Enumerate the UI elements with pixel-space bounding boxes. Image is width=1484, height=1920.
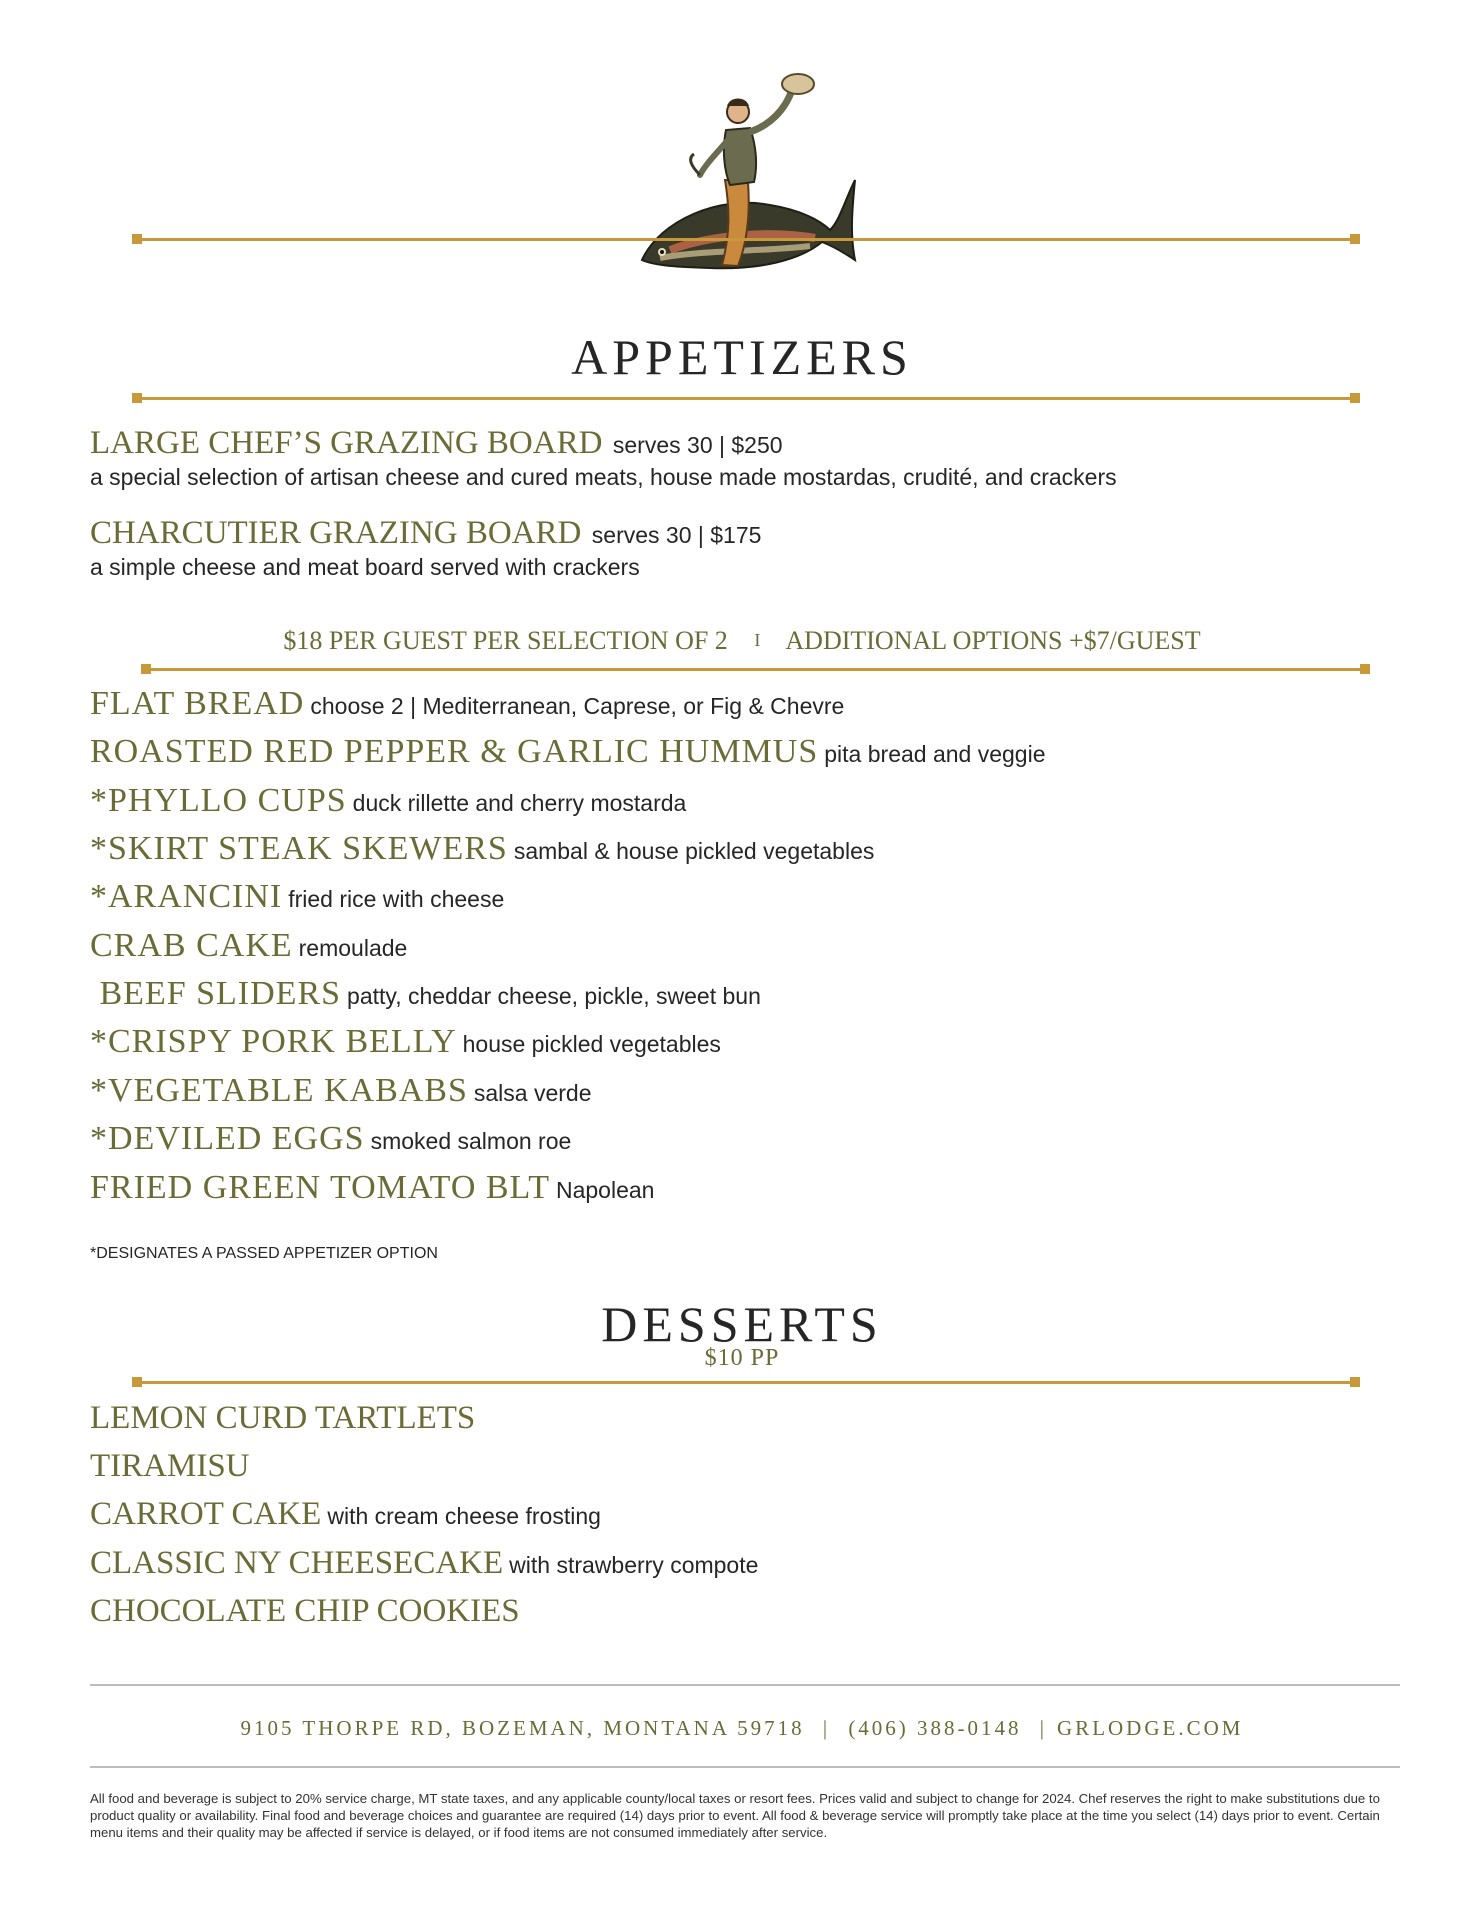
appetizer-description: fried rice with cheese <box>288 886 505 912</box>
dessert-description: with cream cheese frosting <box>327 1503 601 1529</box>
footer-disclaimer: All food and beverage is subject to 20% service charge, MT state taxes, and any applicable county/local taxes or resort fees. Prices valid and subject to change for 2024. Chef reserves the right to make substitutions due to product quality or availability. Final food and beverage choices and guarantee are required (14) days prior to event. All food & beverage service will promptly take place at the time you select (14) days prior to event. Certain menu items and their quality may be affected if service is delayed, or if food items are not consumed immediately after service. <box>90 1791 1380 1840</box>
footer-contact: 9105 THORPE RD, BOZEMAN, MONTANA 59718 | (406) 388-0148 | GRLODGE.COM <box>240 1716 1244 1740</box>
pricing-right: ADDITIONAL OPTIONS +$7/GUEST <box>785 626 1201 655</box>
desserts-divider <box>134 1381 1358 1384</box>
dessert-name: CHOCOLATE CHIP COOKIES <box>90 1593 520 1629</box>
appetizer-name: *SKIRT STEAK SKEWERS <box>90 830 508 867</box>
pricing-left: $18 PER GUEST PER SELECTION OF 2 <box>283 626 728 655</box>
dessert-name: CLASSIC NY CHEESECAKE <box>90 1545 504 1581</box>
footer-website[interactable]: GRLODGE.COM <box>1057 1716 1244 1740</box>
appetizer-name: *VEGETABLE KABABS <box>90 1072 468 1109</box>
appetizers-divider <box>134 397 1358 400</box>
desserts-title: DESSERTS <box>601 1296 883 1352</box>
appetizer-item <box>90 685 844 723</box>
passed-appetizer-note: *DESIGNATES A PASSED APPETIZER OPTION <box>90 1245 438 1262</box>
pricing-separator: I <box>754 630 761 650</box>
appetizer-description: sambal & house pickled vegetables <box>513 838 875 864</box>
dessert-name: TIRAMISU <box>90 1448 250 1484</box>
dessert-item <box>90 1496 601 1533</box>
appetizer-description: smoked salmon roe <box>370 1128 572 1154</box>
appetizer-name: FRIED GREEN TOMATO BLT <box>90 1169 550 1206</box>
footer-divider-top <box>90 1684 1400 1686</box>
appetizer-description: duck rillette and cherry mostarda <box>352 790 687 816</box>
board-description: a special selection of artisan cheese and cured meats, house made mostardas, crudité, and crackers <box>90 464 1117 490</box>
appetizer-description: house pickled vegetables <box>462 1031 721 1057</box>
top-divider <box>134 238 1358 241</box>
appetizer-name: CRAB CAKE <box>90 927 293 964</box>
appetizer-name: BEEF SLIDERS <box>90 975 342 1012</box>
appetizer-item <box>90 1023 721 1061</box>
appetizer-item <box>90 1169 654 1207</box>
appetizer-description: pita bread and veggie <box>824 741 1046 767</box>
appetizer-name: *DEVILED EGGS <box>90 1120 365 1157</box>
footer-divider-bottom <box>90 1766 1400 1768</box>
dessert-item <box>90 1545 758 1582</box>
appetizer-item <box>90 878 504 916</box>
appetizer-item <box>90 1072 592 1110</box>
appetizer-description: Napolean <box>555 1177 655 1203</box>
appetizer-name: *CRISPY PORK BELLY <box>90 1023 457 1060</box>
desserts-price: $10 PP <box>704 1345 780 1371</box>
appetizer-description: patty, cheddar cheese, pickle, sweet bun <box>347 983 761 1009</box>
appetizer-name: *PHYLLO CUPS <box>90 782 347 819</box>
dessert-item <box>90 1448 256 1485</box>
board-name: CHARCUTIER GRAZING BOARD <box>90 515 582 551</box>
appetizer-name: *ARANCINI <box>90 878 283 915</box>
appetizer-item <box>90 830 874 868</box>
pricing-line <box>0 626 1484 656</box>
board-item <box>90 515 761 581</box>
appetizer-item <box>90 782 686 820</box>
appetizer-description: choose 2 | Mediterranean, Caprese, or Fig & Chevre <box>310 693 845 719</box>
appetizers-title: APPETIZERS <box>571 329 913 385</box>
appetizer-item <box>90 733 1046 771</box>
pricing-divider <box>143 668 1368 671</box>
board-meta: serves 30 | $250 <box>612 432 783 458</box>
board-name: LARGE CHEF’S GRAZING BOARD <box>90 425 603 461</box>
appetizer-item <box>90 927 407 965</box>
dessert-name: CARROT CAKE <box>90 1496 322 1532</box>
dessert-name: LEMON CURD TARTLETS <box>90 1400 476 1436</box>
board-description: a simple cheese and meat board served with crackers <box>90 554 640 580</box>
appetizer-description: salsa verde <box>473 1080 592 1106</box>
dessert-item <box>90 1400 481 1437</box>
appetizer-description: remoulade <box>298 935 408 961</box>
appetizer-item <box>90 975 761 1013</box>
footer-phone[interactable]: (406) 388-0148 <box>848 1716 1022 1740</box>
dessert-item <box>90 1593 526 1630</box>
appetizer-name: FLAT BREAD <box>90 685 305 722</box>
footer-address: 9105 THORPE RD, BOZEMAN, MONTANA 59718 <box>240 1716 805 1740</box>
appetizer-name: ROASTED RED PEPPER & GARLIC HUMMUS <box>90 733 819 770</box>
cowboy-trout-logo-icon <box>630 70 860 280</box>
board-meta: serves 30 | $175 <box>591 522 762 548</box>
dessert-description: with strawberry compote <box>509 1552 759 1578</box>
board-item <box>90 425 1117 491</box>
appetizer-item <box>90 1120 571 1158</box>
